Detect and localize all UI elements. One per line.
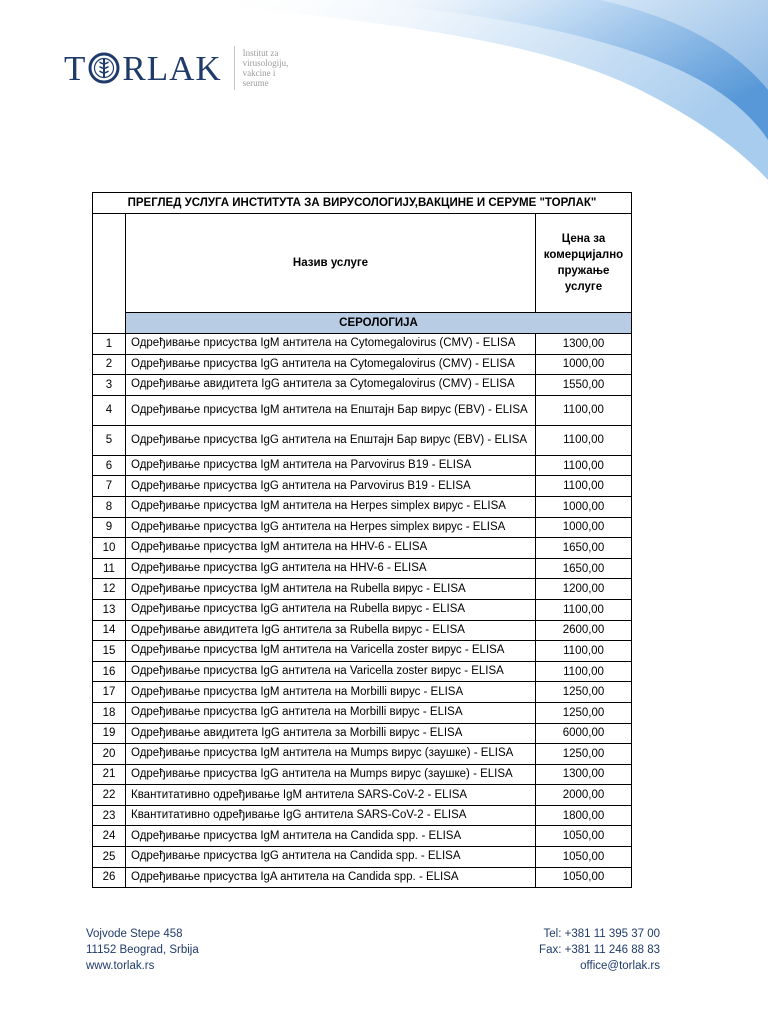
service-price: 1250,00 xyxy=(536,702,632,723)
footer-fax: Fax: +381 11 246 88 83 xyxy=(539,944,660,956)
table-row xyxy=(93,538,632,559)
service-price: 1050,00 xyxy=(536,826,632,847)
row-number: 2 xyxy=(93,354,126,375)
service-name: Одређивање присуства IgG антитела на Varicella zoster вирус - ELISA xyxy=(126,661,536,682)
section-serology: СЕРОЛОГИЈА xyxy=(126,313,632,334)
service-name: Одређивање присуства IgM антитела на Rubella вирус - ELISA xyxy=(126,579,536,600)
torlak-logo xyxy=(64,44,288,92)
header-price-line: пружање xyxy=(557,265,610,277)
logo-subtitle-line: vakcine i xyxy=(242,68,276,78)
service-price: 1100,00 xyxy=(536,661,632,682)
row-number: 8 xyxy=(93,496,126,517)
logo-subtitle xyxy=(243,48,289,88)
row-number: 5 xyxy=(93,425,126,455)
service-price: 1050,00 xyxy=(536,847,632,868)
service-price: 1250,00 xyxy=(536,682,632,703)
service-name: Одређивање присуства IgG антитела на HHV-6 - ELISA xyxy=(126,558,536,579)
header-price-line: услуге xyxy=(564,281,603,293)
table-row xyxy=(93,826,632,847)
header-service-name: Назив услуге xyxy=(126,214,536,313)
table-row xyxy=(93,702,632,723)
table-title-row xyxy=(93,193,632,214)
torlak-emblem-icon xyxy=(88,52,120,84)
service-name: Одређивање присуства IgM антитела на Morbilli вирус - ELISA xyxy=(126,682,536,703)
row-number: 7 xyxy=(93,476,126,497)
table-row xyxy=(93,455,632,476)
row-number: 12 xyxy=(93,579,126,600)
table-row xyxy=(93,661,632,682)
table-row xyxy=(93,620,632,641)
row-number: 9 xyxy=(93,517,126,538)
service-price: 1550,00 xyxy=(536,375,632,396)
service-name: Одређивање присуства IgG антитела на Cytomegalovirus (CMV) - ELISA xyxy=(126,354,536,375)
row-number: 24 xyxy=(93,826,126,847)
service-price: 2000,00 xyxy=(536,785,632,806)
table-row xyxy=(93,744,632,765)
service-name: Одређивање авидитета IgG антитела за Morbilli вирус - ELISA xyxy=(126,723,536,744)
table-row xyxy=(93,764,632,785)
row-number: 17 xyxy=(93,682,126,703)
service-price: 1000,00 xyxy=(536,496,632,517)
logo-divider xyxy=(234,46,235,90)
row-number: 23 xyxy=(93,805,126,826)
row-number: 21 xyxy=(93,764,126,785)
service-price: 1300,00 xyxy=(536,334,632,355)
service-name: Одређивање присуства IgM антитела на Mumps вирус (заушке) - ELISA xyxy=(126,744,536,765)
row-number: 22 xyxy=(93,785,126,806)
row-number: 26 xyxy=(93,867,126,888)
service-name: Одређивање присуства IgG антитела на Епштајн Бар вирус (EBV) - ELISA xyxy=(126,425,536,455)
price-table-body xyxy=(93,193,632,888)
service-price: 1800,00 xyxy=(536,805,632,826)
row-number: 20 xyxy=(93,744,126,765)
footer-website-link[interactable]: www.torlak.rs xyxy=(86,960,155,972)
table-row xyxy=(93,476,632,497)
table-row xyxy=(93,354,632,375)
header-price-line: комерцијално xyxy=(543,249,624,261)
service-name: Одређивање присуства IgG антитела на Rubella вирус - ELISA xyxy=(126,599,536,620)
table-row xyxy=(93,805,632,826)
logo-wordmark xyxy=(64,48,222,88)
service-name: Одређивање присуства IgM антитела на Candida spp. - ELISA xyxy=(126,826,536,847)
table-row xyxy=(93,599,632,620)
service-name: Одређивање присуства IgM антитела на HHV-6 - ELISA xyxy=(126,538,536,559)
row-number: 19 xyxy=(93,723,126,744)
service-price: 1100,00 xyxy=(536,641,632,662)
table-row xyxy=(93,723,632,744)
service-price: 1650,00 xyxy=(536,558,632,579)
service-price: 1100,00 xyxy=(536,476,632,497)
table-row xyxy=(93,641,632,662)
row-number: 11 xyxy=(93,558,126,579)
row-number: 10 xyxy=(93,538,126,559)
service-name: Одређивање присуства IgM антитела на Parvovirus B19 - ELISA xyxy=(126,455,536,476)
table-header-row xyxy=(93,214,632,313)
services-price-table xyxy=(92,192,632,888)
table-row xyxy=(93,375,632,396)
logo-letter-t: T xyxy=(64,48,87,88)
footer-address-line: 11152 Beograd, Srbija xyxy=(86,944,199,956)
service-name: Одређивање присуства IgM антитела на Varicella zoster вирус - ELISA xyxy=(126,641,536,662)
row-number: 15 xyxy=(93,641,126,662)
service-name: Одређивање присуства IgG антитела на Herpes simplex вирус - ELISA xyxy=(126,517,536,538)
row-number: 16 xyxy=(93,661,126,682)
row-number: 1 xyxy=(93,334,126,355)
table-title: ПРЕГЛЕД УСЛУГА ИНСТИТУТА ЗА ВИРУСОЛОГИЈУ,ВАКЦИНЕ И СЕРУМЕ "ТОРЛАК" xyxy=(93,193,632,214)
row-number: 4 xyxy=(93,395,126,425)
service-price: 1100,00 xyxy=(536,455,632,476)
header-number-cell xyxy=(93,214,126,334)
footer-address xyxy=(86,926,199,974)
row-number: 3 xyxy=(93,375,126,396)
logo-subtitle-line: virusologiju, xyxy=(242,58,289,68)
footer-contact xyxy=(539,926,660,974)
footer-address-line: Vojvode Stepe 458 xyxy=(86,928,183,940)
table-row xyxy=(93,579,632,600)
service-price: 1000,00 xyxy=(536,517,632,538)
table-row xyxy=(93,867,632,888)
service-price: 2600,00 xyxy=(536,620,632,641)
table-row xyxy=(93,682,632,703)
service-price: 1100,00 xyxy=(536,395,632,425)
service-price: 6000,00 xyxy=(536,723,632,744)
table-row xyxy=(93,496,632,517)
service-price: 1050,00 xyxy=(536,867,632,888)
table-row xyxy=(93,558,632,579)
service-name: Одређивање присуства IgM антитела на Cytomegalovirus (CMV) - ELISA xyxy=(126,334,536,355)
table-row xyxy=(93,785,632,806)
table-row xyxy=(93,847,632,868)
service-name: Одређивање присуства IgG антитела на Candida spp. - ELISA xyxy=(126,847,536,868)
service-name: Квантитативно одређивање IgG антитела SARS-CoV-2 - ELISA xyxy=(126,805,536,826)
row-number: 14 xyxy=(93,620,126,641)
service-name: Квантитативно одређивање IgM антитела SARS-CoV-2 - ELISA xyxy=(126,785,536,806)
section-row xyxy=(93,313,632,334)
service-price: 1250,00 xyxy=(536,744,632,765)
service-name: Одређивање присуства IgG антитела на Mumps вирус (заушке) - ELISA xyxy=(126,764,536,785)
service-name: Одређивање присуства IgA антитела на Candida spp. - ELISA xyxy=(126,867,536,888)
table-row xyxy=(93,517,632,538)
service-price: 1000,00 xyxy=(536,354,632,375)
service-name: Одређивање присуства IgM антитела на Епштајн Бар вирус (EBV) - ELISA xyxy=(126,395,536,425)
service-price: 1200,00 xyxy=(536,579,632,600)
row-number: 6 xyxy=(93,455,126,476)
service-name: Одређивање присуства IgG антитела на Morbilli вирус - ELISA xyxy=(126,702,536,723)
table-row xyxy=(93,334,632,355)
header-price xyxy=(536,214,632,313)
footer-email-link[interactable]: office@torlak.rs xyxy=(580,960,660,972)
row-number: 25 xyxy=(93,847,126,868)
logo-letters-rlak: RLAK xyxy=(122,48,222,88)
row-number: 13 xyxy=(93,599,126,620)
header-swoosh xyxy=(0,0,768,190)
service-name: Одређивање присуства IgG антитела на Parvovirus B19 - ELISA xyxy=(126,476,536,497)
service-name: Одређивање авидитета IgG антитела за Cytomegalovirus (CMV) - ELISA xyxy=(126,375,536,396)
service-name: Одређивање авидитета IgG антитела за Rubella вирус - ELISA xyxy=(126,620,536,641)
header-price-line: Цена за xyxy=(561,233,606,245)
row-number: 18 xyxy=(93,702,126,723)
service-price: 1100,00 xyxy=(536,425,632,455)
service-name: Одређивање присуства IgM антитела на Herpes simplex вирус - ELISA xyxy=(126,496,536,517)
service-price: 1100,00 xyxy=(536,599,632,620)
service-price: 1300,00 xyxy=(536,764,632,785)
logo-subtitle-line: Institut za xyxy=(242,48,279,58)
service-price: 1650,00 xyxy=(536,538,632,559)
table-row xyxy=(93,395,632,425)
footer-phone: Tel: +381 11 395 37 00 xyxy=(543,928,660,940)
logo-subtitle-line: serume xyxy=(242,78,269,88)
table-row xyxy=(93,425,632,455)
